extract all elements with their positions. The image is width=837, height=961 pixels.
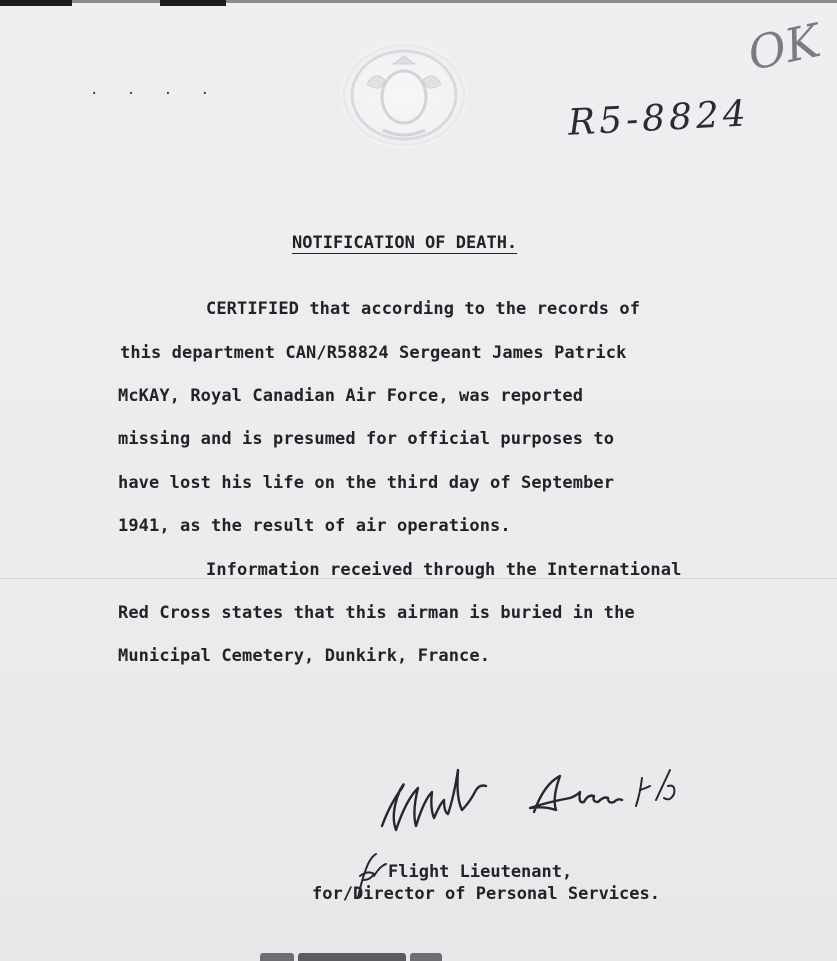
body-line: Information received through the International [206,560,682,580]
top-edge-tab-middle [160,0,226,6]
signatory-rank: Flight Lieutenant, [388,862,573,882]
body-line: this department CAN/R58824 Sergeant James Patrick [120,343,627,363]
viewer-tab [410,953,442,961]
signatory-role: for/Director of Personal Services. [312,884,660,904]
handwritten-reference-number: R5-8824 [567,93,751,144]
body-line: CERTIFIED that according to the records of [206,299,641,319]
top-edge-tab-left [0,0,72,6]
body-line: have lost his life on the third day of September [118,473,615,493]
viewer-tab [260,953,294,961]
body-line: McKAY, Royal Canadian Air Force, was reported [118,386,584,406]
body-line: missing and is presumed for official purposes to [118,429,615,449]
body-line: Red Cross states that this airman is buried in the [118,603,635,623]
viewer-tab [298,953,406,961]
handwritten-signature [372,760,692,840]
document-title: NOTIFICATION OF DEATH. [292,233,518,253]
body-line: Municipal Cemetery, Dunkirk, France. [118,646,491,666]
body-line: 1941, as the result of air operations. [118,516,511,536]
handwritten-ok-mark: OK [743,13,825,81]
embossed-seal [343,44,465,146]
typewriter-dots: . . . . [90,82,220,98]
top-edge [0,0,837,3]
